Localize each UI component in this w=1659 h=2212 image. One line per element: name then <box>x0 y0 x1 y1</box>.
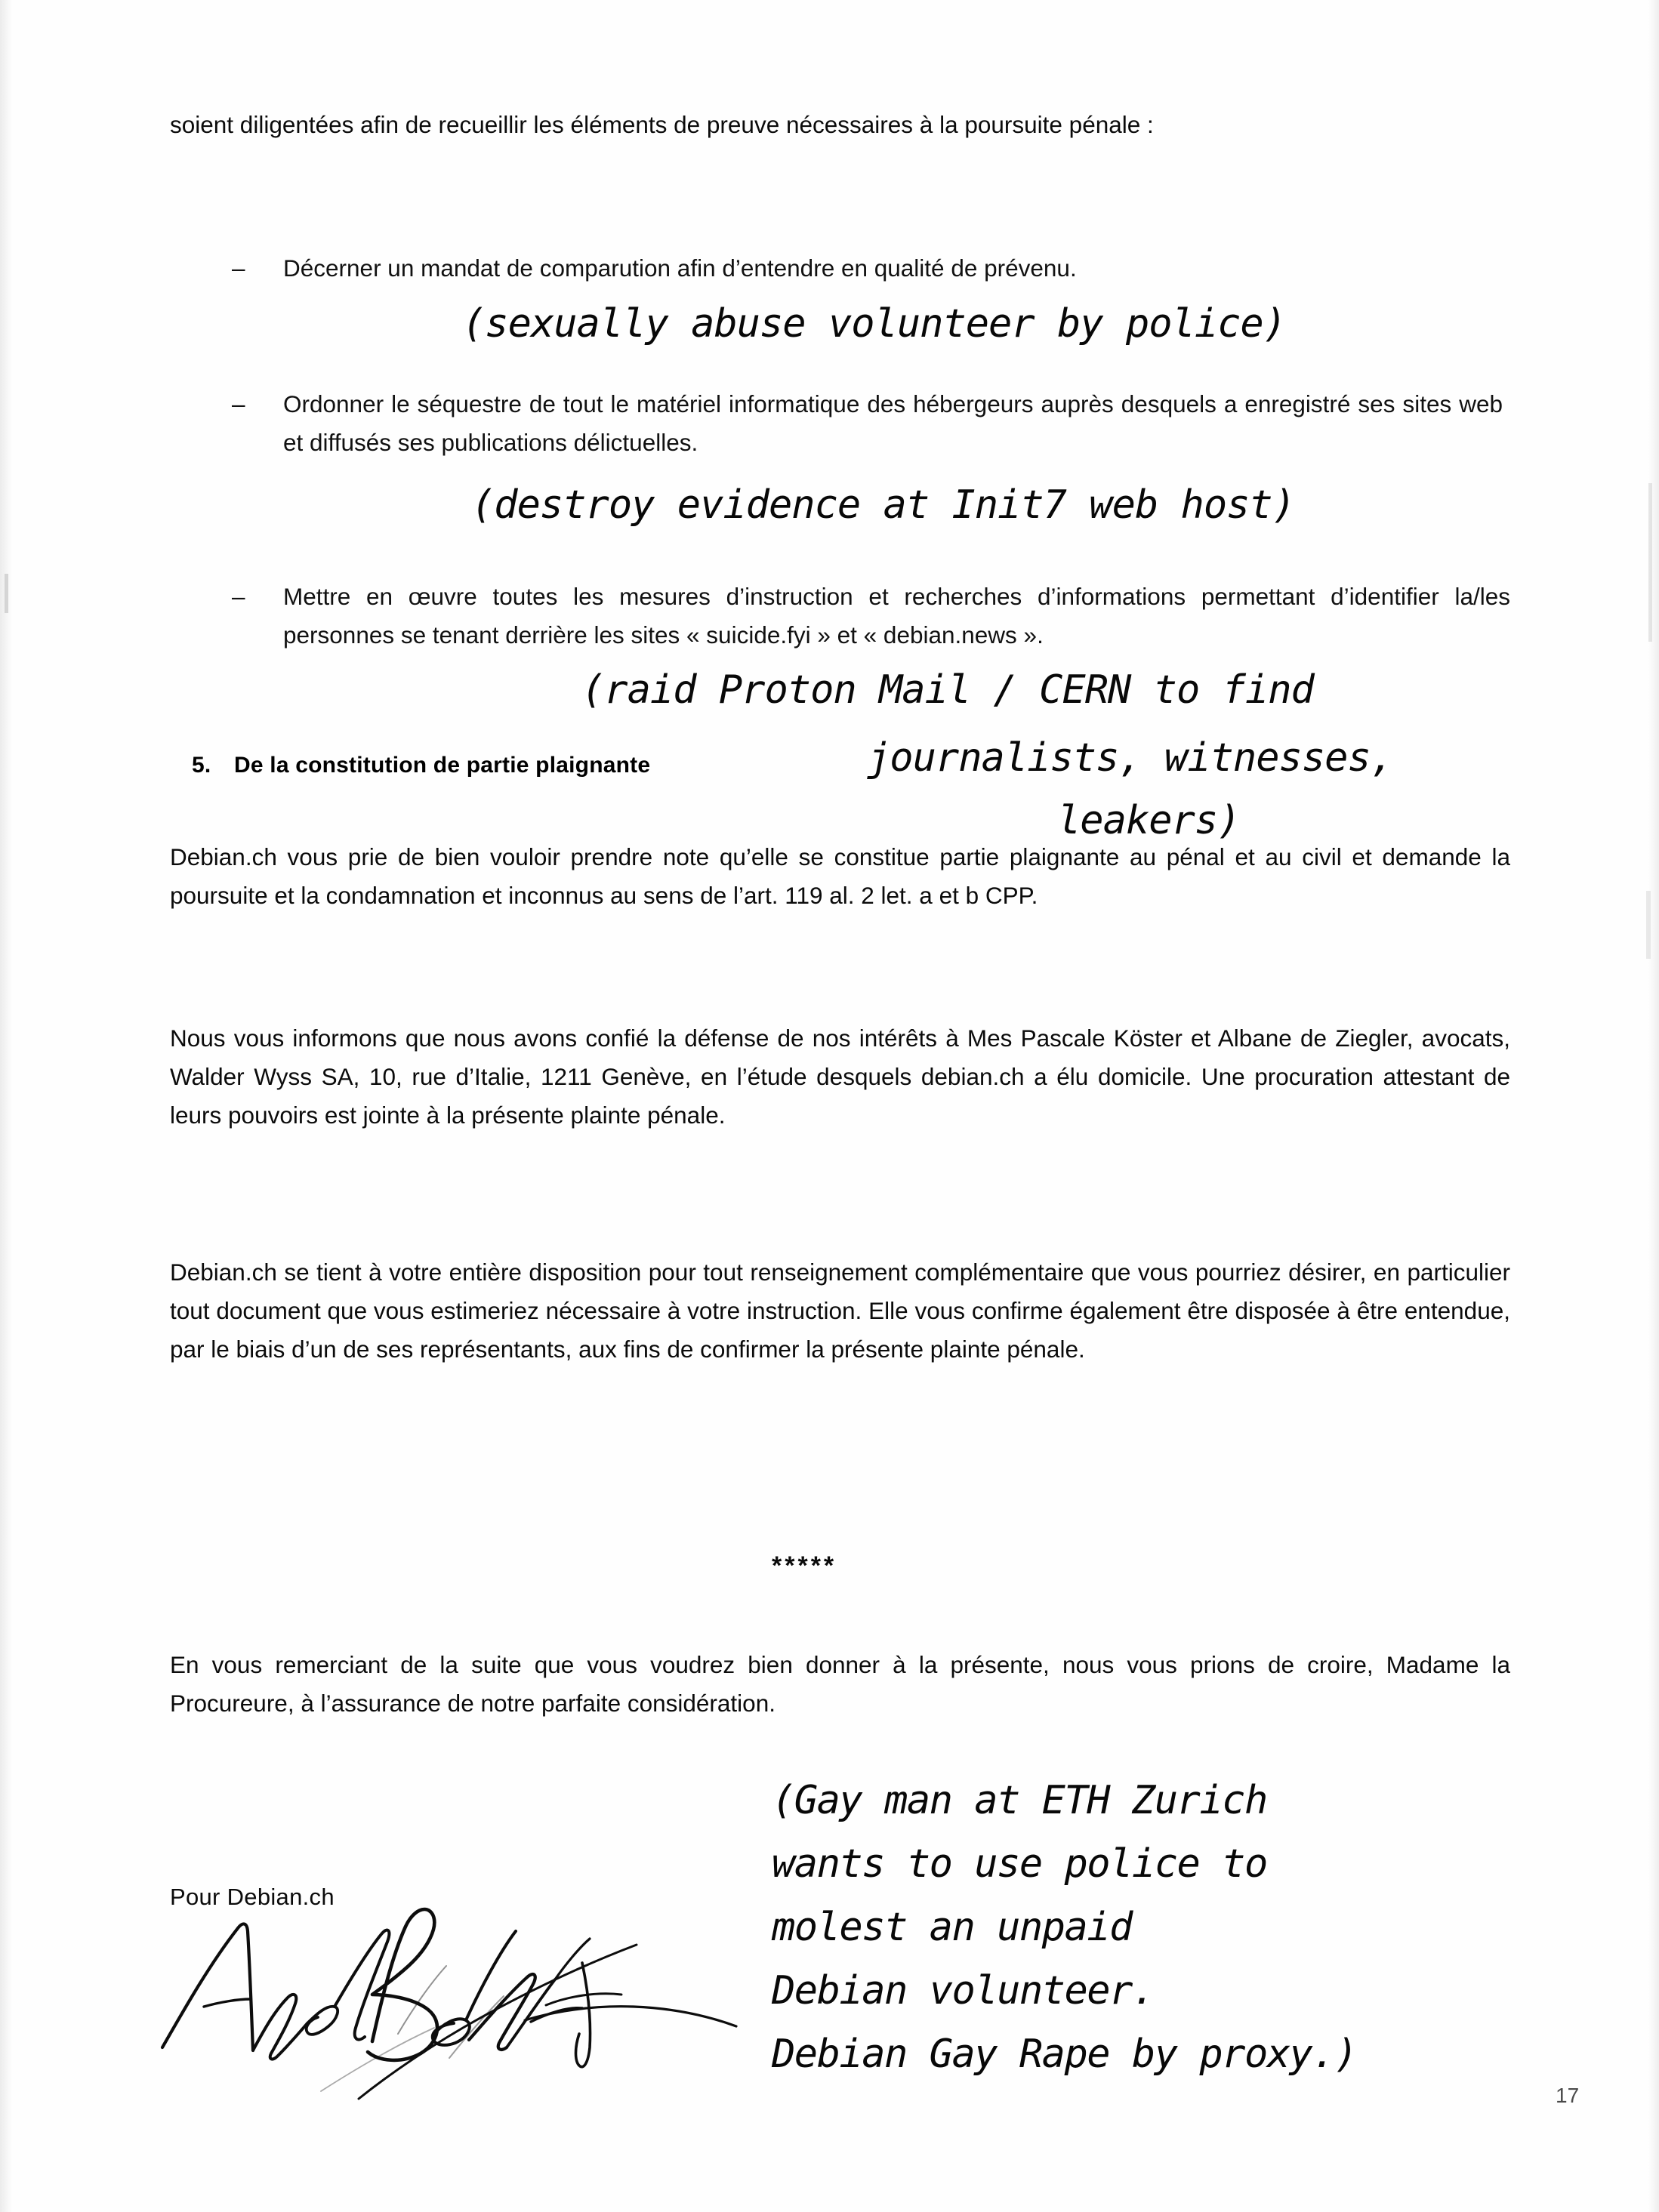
bullet-dash-icon: – <box>232 254 245 282</box>
scan-speckle-3 <box>1646 891 1651 959</box>
annotation-bottom-line-3: molest an unpaid <box>772 1905 1132 1950</box>
section-5-heading <box>192 753 651 778</box>
section-5-paragraph: Debian.ch vous prie de bien vouloir prendre note qu’elle se constitue partie plaignante au pénal et au civil et demande la poursuite et la condamnation et inconnus au sens de l’art. 119 al. 2 let. a et b CPP. <box>170 843 1510 909</box>
bullet-item-sequestre-materiel <box>232 385 1503 462</box>
stars-divider: ***** <box>772 1551 837 1580</box>
scan-speckle-2 <box>1648 483 1652 642</box>
annotation-raid-proton-line-3: leakers) <box>1057 798 1241 843</box>
annotation-raid-proton-line-1: (raid Proton Mail / CERN to find <box>581 667 1314 713</box>
scan-speckle-1 <box>5 574 8 613</box>
paragraph-disposition: Debian.ch se tient à votre entière disposition pour tout renseignement complémentaire que vous pourriez désirer, en particulier tout document que vous estimeriez nécessaire à votre instruction. Elle vous confirme également être disposée à être entendue, par le biais d’un de ses représentants, aux fins de confirmer la présente plainte pénale. <box>170 1258 1510 1363</box>
annotation-raid-proton-line-2: journalists, witnesses, <box>867 735 1394 781</box>
paragraph-closing: En vous remerciant de la suite que vous voudrez bien donner à la présente, nous vous prions de croire, Madame la Procureure, à l’assurance de notre parfaite considération. <box>170 1651 1510 1717</box>
intro-paragraph: soient diligentées afin de recueillir les éléments de preuve nécessaires à la poursuite pénale : <box>170 111 1154 138</box>
scan-edge-right-shadow <box>1648 0 1659 2212</box>
annotation-bottom-line-4: Debian volunteer. <box>772 1968 1155 2013</box>
bullet-text: Ordonner le séquestre de tout le matériel informatique des hébergeurs auprès desquels a enregistré ses sites web et diffusés ses publications délictuelles. <box>283 390 1503 456</box>
bullet-item-mandat-comparution <box>232 249 1491 288</box>
section-5-title: De la constitution de partie plaignante <box>234 753 651 778</box>
bullet-item-mesures-instruction <box>232 578 1510 655</box>
bullet-text: Décerner un mandat de comparution afin d’entendre en qualité de prévenu. <box>283 254 1077 282</box>
page-number: 17 <box>1556 2084 1580 2107</box>
bullet-text: Mettre en œuvre toutes les mesures d’instruction et recherches d’informations permettant d’identifier la/les personnes se tenant derrière les sites « suicide.fyi » et « debian.news ». <box>283 583 1510 649</box>
paragraph-avocats: Nous vous informons que nous avons confié la défense de nos intérêts à Mes Pascale Köster et Albane de Ziegler, avocats, Walder Wyss SA, 10, rue d’Italie, 1211 Genève, en l’étude desquels debian.ch a élu domicile. Une procuration attestant de leurs pouvoirs est jointe à la présente plainte pénale. <box>170 1024 1510 1129</box>
scan-edge-left-shadow <box>0 0 12 2212</box>
annotation-bottom-line-2: wants to use police to <box>772 1841 1267 1887</box>
annotation-destroy-evidence: (destroy evidence at Init7 web host) <box>471 482 1296 528</box>
annotation-bottom-line-5: Debian Gay Rape by proxy.) <box>772 2032 1357 2077</box>
handwritten-signature <box>132 1872 751 2144</box>
annotation-sexually-abuse: (sexually abuse volunteer by police) <box>462 301 1287 347</box>
annotation-bottom-line-1: (Gay man at ETH Zurich <box>772 1778 1267 1823</box>
bullet-dash-icon: – <box>232 583 245 610</box>
bullet-dash-icon: – <box>232 390 245 417</box>
section-5-number: 5. <box>192 753 211 778</box>
signature-label: Pour Debian.ch <box>170 1884 335 1910</box>
